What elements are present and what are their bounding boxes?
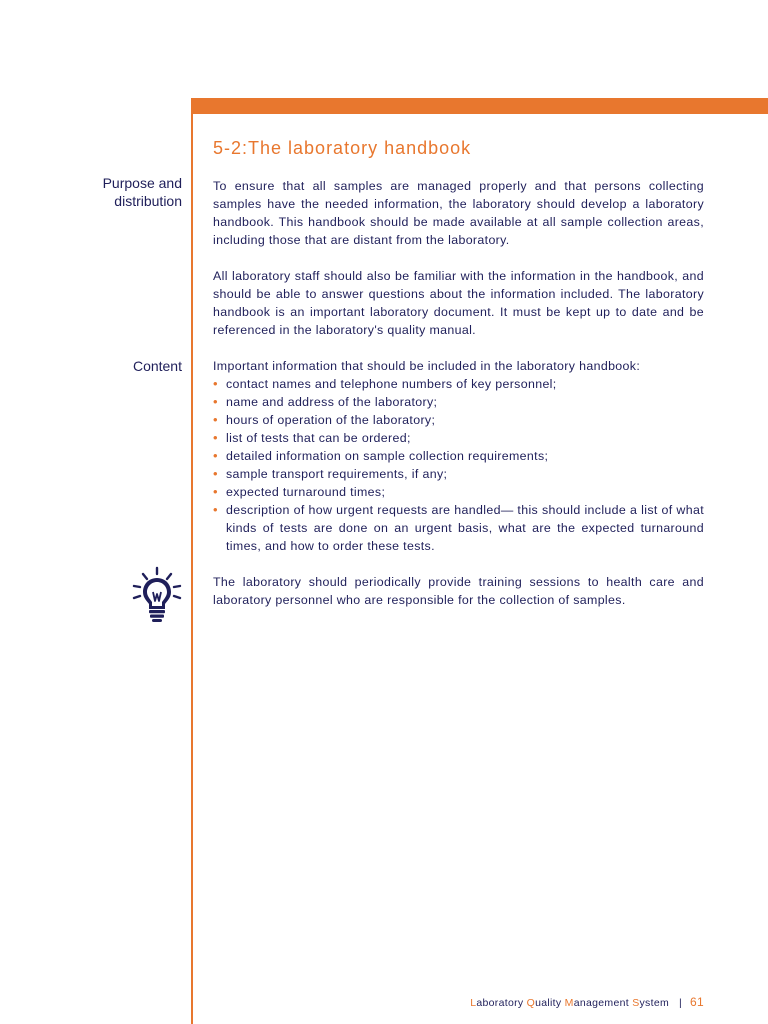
list-item: • list of tests that can be ordered; [213,429,704,447]
footer-initial-s: S [632,997,640,1009]
paragraph-purpose-1: To ensure that all samples are managed properly and that persons collecting samples have the needed information, the laboratory should develop a laboratory handbook. This handbook should be made available at all sample collection areas, including those that are distant from the laboratory. [213,179,704,247]
paragraph-content-intro: Important information that should be included in the laboratory handbook: [213,359,641,373]
margin-rule [191,98,193,1024]
footer-word-management: anagement [573,997,633,1009]
paragraph-purpose-2: All laboratory staff should also be familiar with the information in the handbook, and should be able to answer questions about the information included. The laboratory handbook is an important laboratory document. It must be kept up to date and be referenced in the laboratory's quality manual. [213,269,704,337]
footer-separator: | [679,997,683,1009]
list-item: • contact names and telephone numbers of key personnel; [213,375,704,393]
lightbulb-icon [130,566,184,622]
footer-word-quality: uality [535,997,565,1009]
footer-initial-l: L [470,997,477,1009]
list-item: • detailed information on sample collection requirements; [213,447,704,465]
purpose-label-line2: distribution [114,193,182,209]
list-item: • hours of operation of the laboratory; [213,411,704,429]
header-accent-bar [192,98,768,114]
list-item: • name and address of the laboratory; [213,393,704,411]
footer-word-system: ystem [639,997,670,1009]
page-number: 61 [690,995,704,1009]
paragraph-training: The laboratory should periodically provide training sessions to health care and laboratory personnel who are responsible for the collection of samples. [213,575,704,607]
footer-initial-q: Q [526,997,536,1009]
handbook-contents-list [213,375,704,555]
list-item: • expected turnaround times; [213,483,704,501]
section-title: 5-2:The laboratory handbook [213,138,472,158]
page-footer [470,995,704,1009]
footer-word-laboratory: aboratory [476,997,527,1009]
footer-initial-m: M [564,997,574,1009]
list-item: • sample transport requirements, if any; [213,465,704,483]
purpose-label-line1: Purpose and [102,175,182,191]
list-item: • description of how urgent requests are handled— this should include a list of what kinds of tests are done on an urgent basis, what are the expected turnaround times, and how to order these tests. [213,501,704,555]
purpose-distribution-label [103,174,182,210]
content-label: Content [132,358,182,374]
